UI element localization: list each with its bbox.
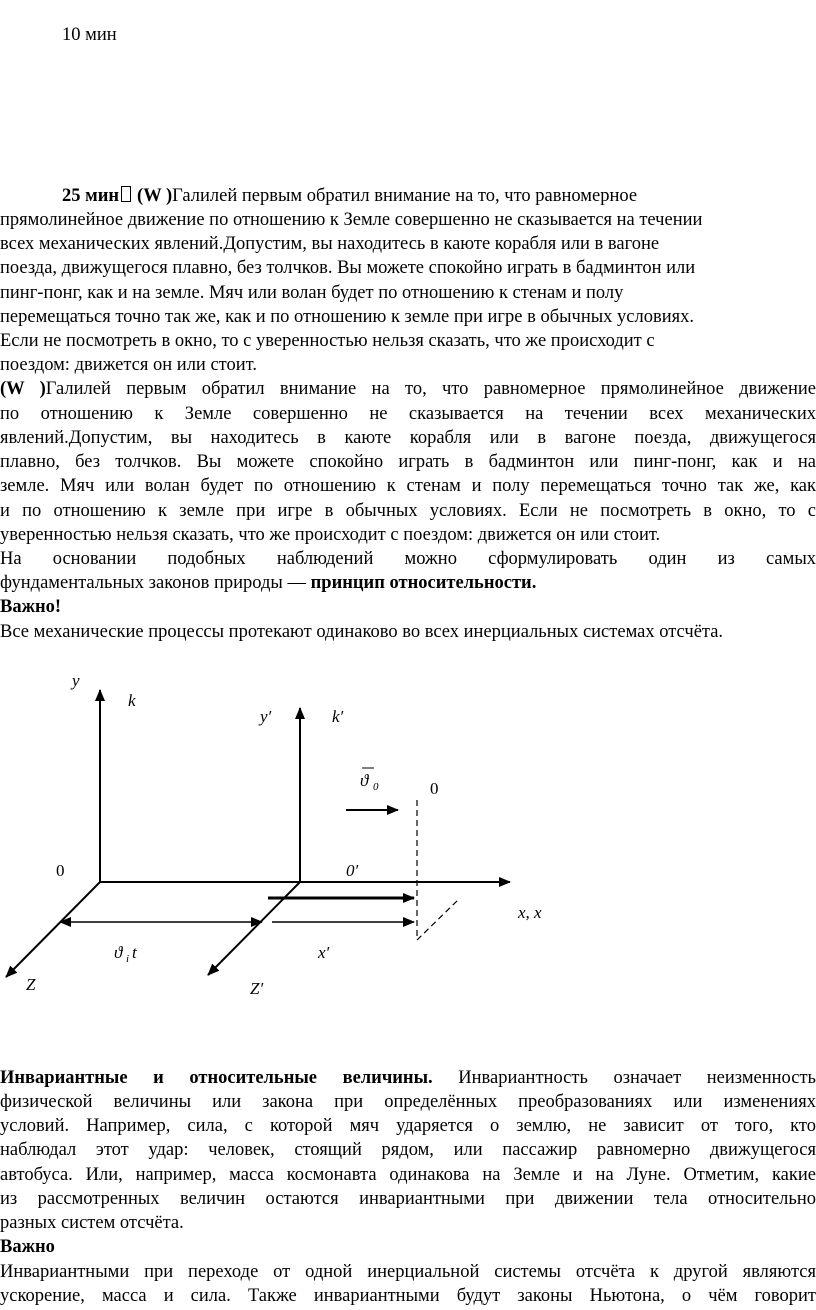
paragraph-2-line: явлений.Допустим, вы находитесь в каюте корабля или в вагоне поезда, движущегося (0, 428, 816, 448)
time-label: 10 мин (62, 25, 117, 45)
label-v0-sub: 0 (373, 781, 379, 793)
paragraph-2-line-0: Галилей первым обратил внимание на то, что равномерное прямолинейное движение (45, 379, 816, 399)
paragraph-2-line: плавно, без толчков. Вы можете спокойно играть в бадминтон или пинг-понг, как и на (0, 452, 816, 472)
dashed-diagonal (417, 898, 460, 940)
label-xx: x, x (518, 903, 542, 922)
paragraph-1-first-line (62, 184, 637, 208)
paragraph-1-line: Если не посмотреть в окно, то с уверенностью нельзя сказать, что же происходит с (0, 331, 655, 351)
label-y-prime: y′ (260, 707, 272, 726)
important-2-line: Инвариантными при переходе от одной инерциальной системы отсчёта к другой являются (0, 1262, 816, 1282)
axis-z (6, 882, 100, 977)
invariant-first-line (0, 1066, 816, 1090)
paragraph-1-line: перемещаться точно так же, как и по отношению к земле при игре в обычных условиях. (0, 307, 695, 327)
principle-line-2 (0, 571, 816, 595)
invariant-line: автобуса. Или, например, масса космонавта одинакова на Земле и на Луне. Отметим, какие (0, 1165, 816, 1185)
paragraph-1-line: пинг-понг, как и на земле. Мяч или волан будет по отношению к стенам и полу (0, 283, 624, 303)
paragraph-1-line: поездом: движется он или стоит. (0, 355, 257, 375)
paragraph-2-line: земле. Мяч или волан будет по отношению к стенам и полу перемещаться точно так же, как (0, 476, 816, 496)
invariant-line: физической величины или закона при определённых преобразованиях или изменениях (0, 1092, 816, 1112)
missing-glyph-box (121, 186, 131, 202)
paragraph-1-line: всех механических явлений.Допустим, вы находитесь в каюте корабля или в вагоне (0, 234, 660, 254)
label-vt-t: t (132, 943, 137, 962)
label-vt: ϑ (114, 943, 123, 962)
reference-frames-diagram (0, 660, 816, 1000)
lead-time: 25 мин (62, 186, 120, 206)
label-y: y (72, 671, 80, 690)
invariant-line: условий. Например, сила, с которой мяч ударяется о землю, не зависит от того, кто (0, 1116, 816, 1136)
paragraph-2-line: уверенностью нельзя сказать, что же происходит с поездом: движется он или стоит. (0, 525, 661, 545)
paragraph-2-line: по отношению к Земле совершенно не сказывается на течении всех механических (0, 404, 816, 424)
important-2-line: ускорение, масса и сила. Также инвариантными будут законы Ньютона, о чём говорит (0, 1286, 816, 1306)
paragraph-1-line: прямолинейное движение по отношению к Земле совершенно не сказывается на течении (0, 210, 703, 230)
paragraph-1-line-0: Галилей первым обратил внимание на то, что равномерное (172, 186, 638, 206)
label-z-prime: Z′ (250, 979, 264, 998)
paragraph-2-lead-mark: (W ) (0, 379, 46, 399)
principle-name: принцип относительности. (310, 573, 537, 593)
label-k: k (128, 691, 136, 710)
principle-line: На основании подобных наблюдений можно сформулировать один из самых (0, 549, 816, 569)
paragraph-2-line: и по отношению к земле при игре в обычных условиях. Если не посмотреть в окно, то с (0, 501, 816, 521)
label-v0: ϑ (360, 771, 369, 790)
axis-z-prime (208, 882, 300, 975)
label-vt-sub: i (126, 953, 130, 965)
invariant-line: из рассмотренных величин остаются инвариантными при движении тела относительно (0, 1189, 816, 1209)
important-heading: Важно! (0, 597, 62, 617)
label-zero-right: 0 (430, 779, 439, 798)
paragraph-1-line: поезда, движущегося плавно, без толчков. Вы можете спокойно играть в бадминтон или (0, 258, 696, 278)
important-text: Все механические процессы протекают одинаково во всех инерциальных системах отсчёта. (0, 622, 724, 642)
invariant-heading: Инвариантные и относительные величины. (0, 1068, 433, 1088)
invariant-line-0: Инвариантность означает неизменность (432, 1068, 816, 1088)
lead-mark: (W ) (137, 186, 173, 206)
principle-text: фундаментальных законов природы — (0, 573, 311, 593)
label-zero-left: 0 (56, 861, 65, 880)
label-k-prime: k′ (332, 707, 344, 726)
paragraph-2-first-line (0, 377, 816, 401)
important-2-heading: Важно (0, 1237, 55, 1257)
label-x-prime: x′ (318, 943, 330, 962)
invariant-line: наблюдал этот удар: человек, стоящий рядом, или пассажир равномерно движущегося (0, 1140, 816, 1160)
label-z: Z (26, 975, 36, 994)
invariant-last-line: разных систем отсчёта. (0, 1213, 184, 1233)
label-zero-prime: 0′ (346, 861, 359, 880)
